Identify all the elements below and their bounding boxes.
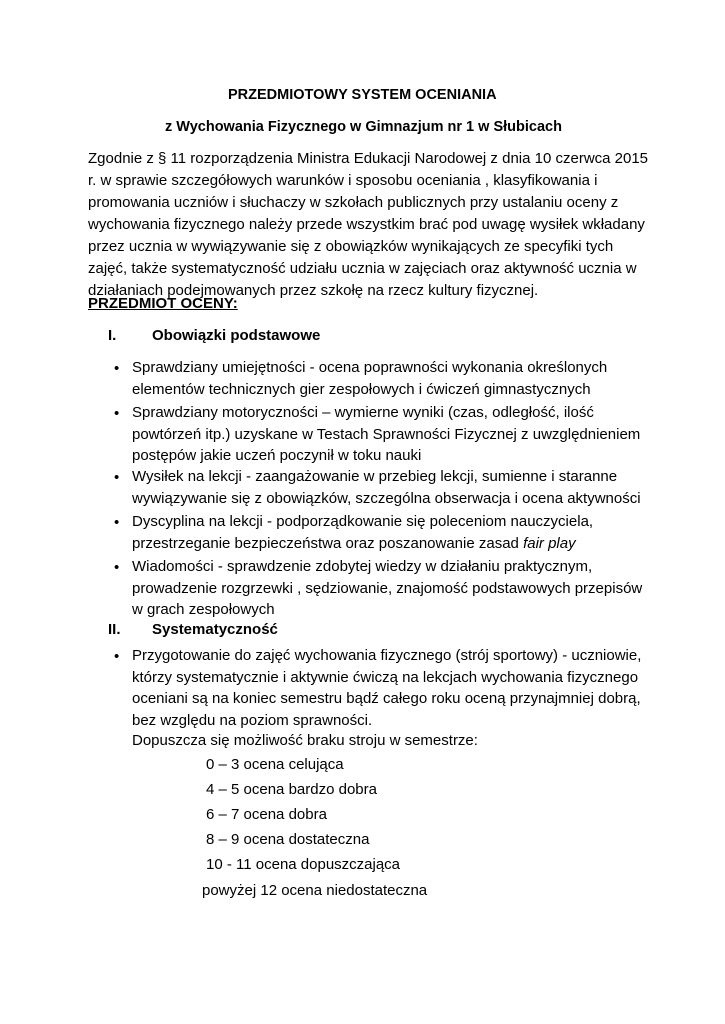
list-item-line: Dyscyplina na lekcji - podporządkowanie się poleceniom nauczyciela,	[132, 513, 594, 530]
intro-line: wychowania fizycznego należy przede wszystkim brać pod uwagę wysiłek wkładany	[88, 216, 645, 233]
list-item-line: którzy systematycznie i aktywnie ćwiczą na lekcjach wychowania fizycznego	[132, 668, 639, 686]
intro-line: promowania uczniów i słuchaczy w szkołach publicznych przy ustalaniu oceny z	[88, 194, 619, 211]
list-item	[132, 357, 702, 400]
list-item-line: Sprawdziany motoryczności – wymierne wyniki (czas, odległość, ilość	[132, 404, 594, 421]
list-item	[132, 466, 702, 509]
bullet-glyph: •	[114, 469, 120, 486]
section-title: PRZEDMIOT OCENY:	[88, 295, 238, 312]
list-item-line: w grach zespołowych	[132, 601, 275, 618]
intro-line: r. w sprawie szczegółowych warunków i sposobu oceniania , klasyfikowania i	[88, 172, 598, 189]
bullet-glyph: •	[114, 648, 120, 665]
list-item	[132, 402, 702, 467]
list-item-line: Sprawdziany umiejętności - ocena poprawności wykonania określonych	[132, 359, 608, 376]
fair-play-term: fair play	[523, 534, 576, 552]
intro-line: Zgodnie z § 11 rozporządzenia Ministra Edukacji Narodowej z dnia 10 czerwca 2015	[88, 150, 649, 167]
list-item-line: oceniani są na koniec semestru bądź całego roku oceną przynajmniej dobrą,	[132, 690, 641, 707]
part1-heading: Obowiązki podstawowe	[152, 327, 321, 344]
document-subtitle: z Wychowania Fizycznego w Gimnazjum nr 1 w Słubicach	[165, 119, 562, 135]
list-item	[132, 556, 702, 621]
intro-line: działaniach podejmowanych przez szkołę na rzecz kultury fizycznej.	[88, 282, 539, 299]
intro-line: przez ucznia w wywiązywanie się z obowiązków wynikających ze specyfiki tych	[88, 238, 614, 255]
list-item	[132, 645, 712, 731]
list-item-line: powtórzeń itp.) uzyskane w Testach Sprawności Fizycznej z uwzględnieniem	[132, 425, 641, 443]
bullet-glyph: •	[114, 405, 120, 422]
intro-line: zajęć, także systematyczność udziału ucznia w zajęciach oraz aktywność ucznia w	[88, 260, 637, 277]
part1-numeral: I.	[108, 327, 117, 344]
grade-row: 0 – 3 ocena celująca	[206, 756, 344, 773]
grade-row: 10 - 11 ocena dopuszczająca	[206, 856, 401, 873]
grade-row: 6 – 7 ocena dobra	[206, 806, 327, 823]
bullet-glyph: •	[114, 514, 120, 531]
list-item-line: prowadzenie rozgrzewki , sędziowanie, znajomość podstawowych przepisów	[132, 579, 643, 597]
list-item-line	[132, 533, 702, 555]
intro-paragraph	[88, 148, 648, 302]
list-item-line: Wysiłek na lekcji - zaangażowanie w przebieg lekcji, sumienne i staranne	[132, 468, 618, 485]
bullet-glyph: •	[114, 360, 120, 377]
list-item-line: elementów technicznych gier zespołowych i ćwiczeń gimnastycznych	[132, 380, 591, 398]
part2-numeral: II.	[108, 621, 121, 638]
list-item-line: Wiadomości - sprawdzenie zdobytej wiedzy w działaniu praktycznym,	[132, 558, 593, 575]
grade-row: 8 – 9 ocena dostateczna	[206, 831, 370, 848]
part2-heading: Systematyczność	[152, 621, 278, 638]
document-title: PRZEDMIOTOWY SYSTEM OCENIANIA	[228, 87, 497, 103]
list-item-line: bez względu na poziom sprawności.	[132, 711, 373, 729]
grade-row: 4 – 5 ocena bardzo dobra	[206, 781, 377, 798]
grade-row: powyżej 12 ocena niedostateczna	[202, 882, 428, 899]
bullet-glyph: •	[114, 559, 120, 576]
list-item-text: przestrzeganie bezpieczeństwa oraz poszanowanie zasad	[132, 534, 519, 552]
allowance-text: Dopuszcza się możliwość braku stroju w semestrze:	[132, 732, 478, 749]
list-item-line: wywiązywanie się z obowiązków, szczególna obserwacja i ocena aktywności	[132, 489, 641, 507]
list-item-line: postępów jakie uczeń poczynił w toku nauki	[132, 447, 422, 464]
list-item	[132, 511, 702, 554]
list-item-line: Przygotowanie do zajęć wychowania fizycznego (strój sportowy) - uczniowie,	[132, 647, 642, 664]
